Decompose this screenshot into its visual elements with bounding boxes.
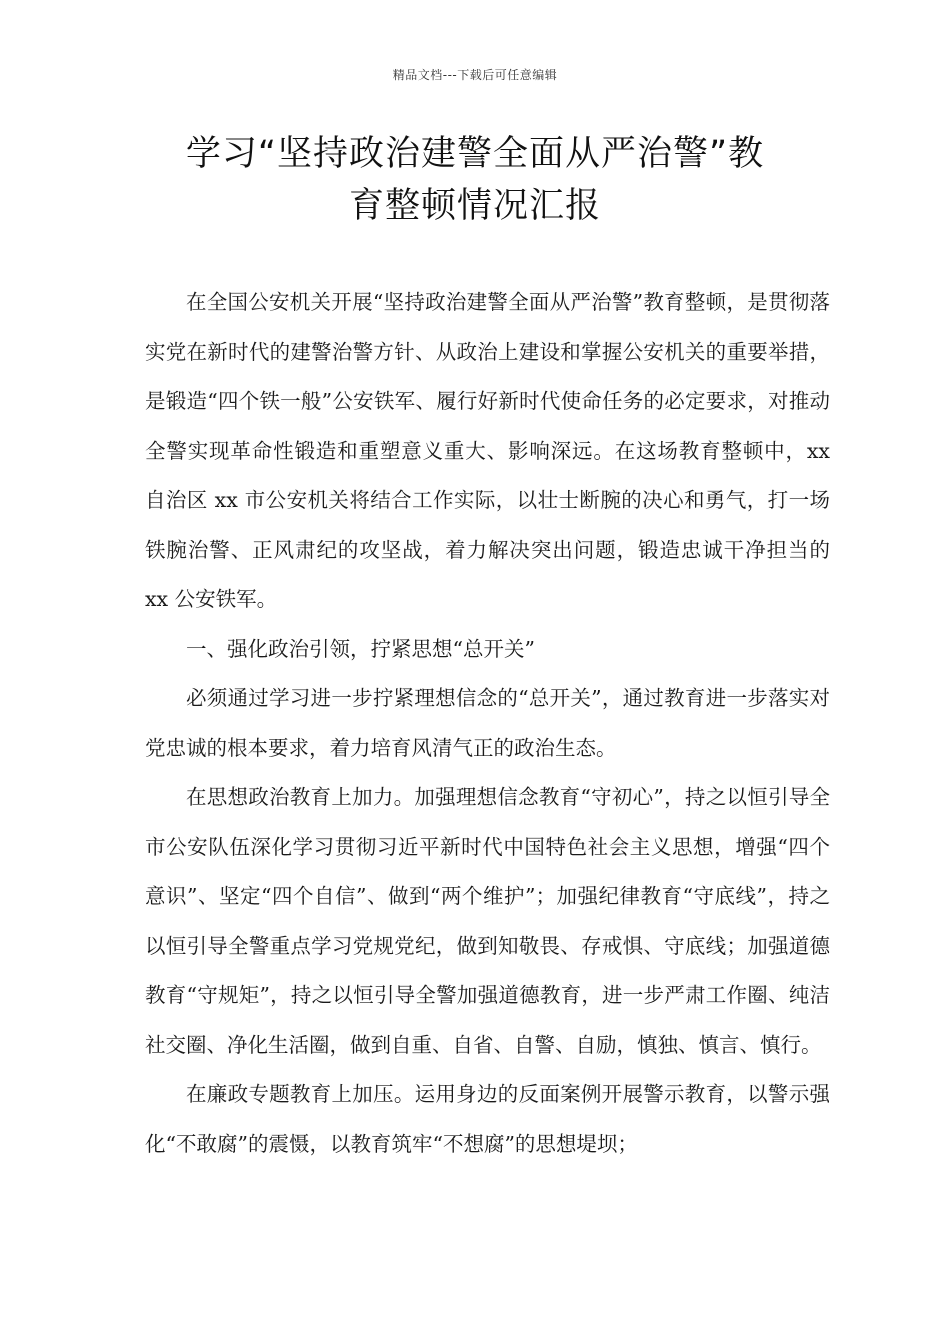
document-title [110,128,840,232]
section-heading-1: 一、强化政治引领，拧紧思想“总开关” [186,636,535,661]
header-note: 精品文档---下载后可任意编辑 [392,68,558,82]
title-line-1: 学习“坚持政治建警全面从严治警”教 [185,134,765,174]
document-body [145,278,830,1169]
paragraph: 在廉政专题教育上加压。运用身边的反面案例开展警示教育，以警示强化“不敢腐”的震慑，以教育筑牢“不想腐”的思想堤坝； [145,1082,830,1156]
paragraph: 必须通过学习进一步拧紧理想信念的“总开关”，通过教育进一步落实对党忠诚的根本要求，着力培育风清气正的政治生态。 [145,686,830,760]
paragraph: 在思想政治教育上加力。加强理想信念教育“守初心”，持之以恒引导全市公安队伍深化学习贯彻习近平新时代中国特色社会主义思想，增强“四个意识”、坚定“四个自信”、做到“两个维护”；加强纪律教育“守底线”，持之以恒引导全警重点学习党规党纪，做到知敬畏、存戒惧、守底线；加强道德教育“守规矩”，持之以恒引导全警加强道德教育，进一步严肃工作圈、纯洁社交圈、净化生活圈，做到自重、自省、自警、自励，慎独、慎言、慎行。 [145,785,830,1057]
title-line-2: 育整顿情况汇报 [348,186,601,226]
paragraph-intro: 在全国公安机关开展“坚持政治建警全面从严治警”教育整顿，是贯彻落实党在新时代的建警治警方针、从政治上建设和掌握公安机关的重要举措，是锻造“四个铁一般”公安铁军、履行好新时代使命任务的必定要求，对推动全警实现革命性锻造和重塑意义重大、影响深远。在这场教育整顿中，xx 自治区 xx 市公安机关将结合工作实际，以壮士断腕的决心和勇气，打一场铁腕治警、正风肃纪的攻坚战，着力解决突出问题，锻造忠诚干净担当的 xx 公安铁军。 [145,290,830,611]
